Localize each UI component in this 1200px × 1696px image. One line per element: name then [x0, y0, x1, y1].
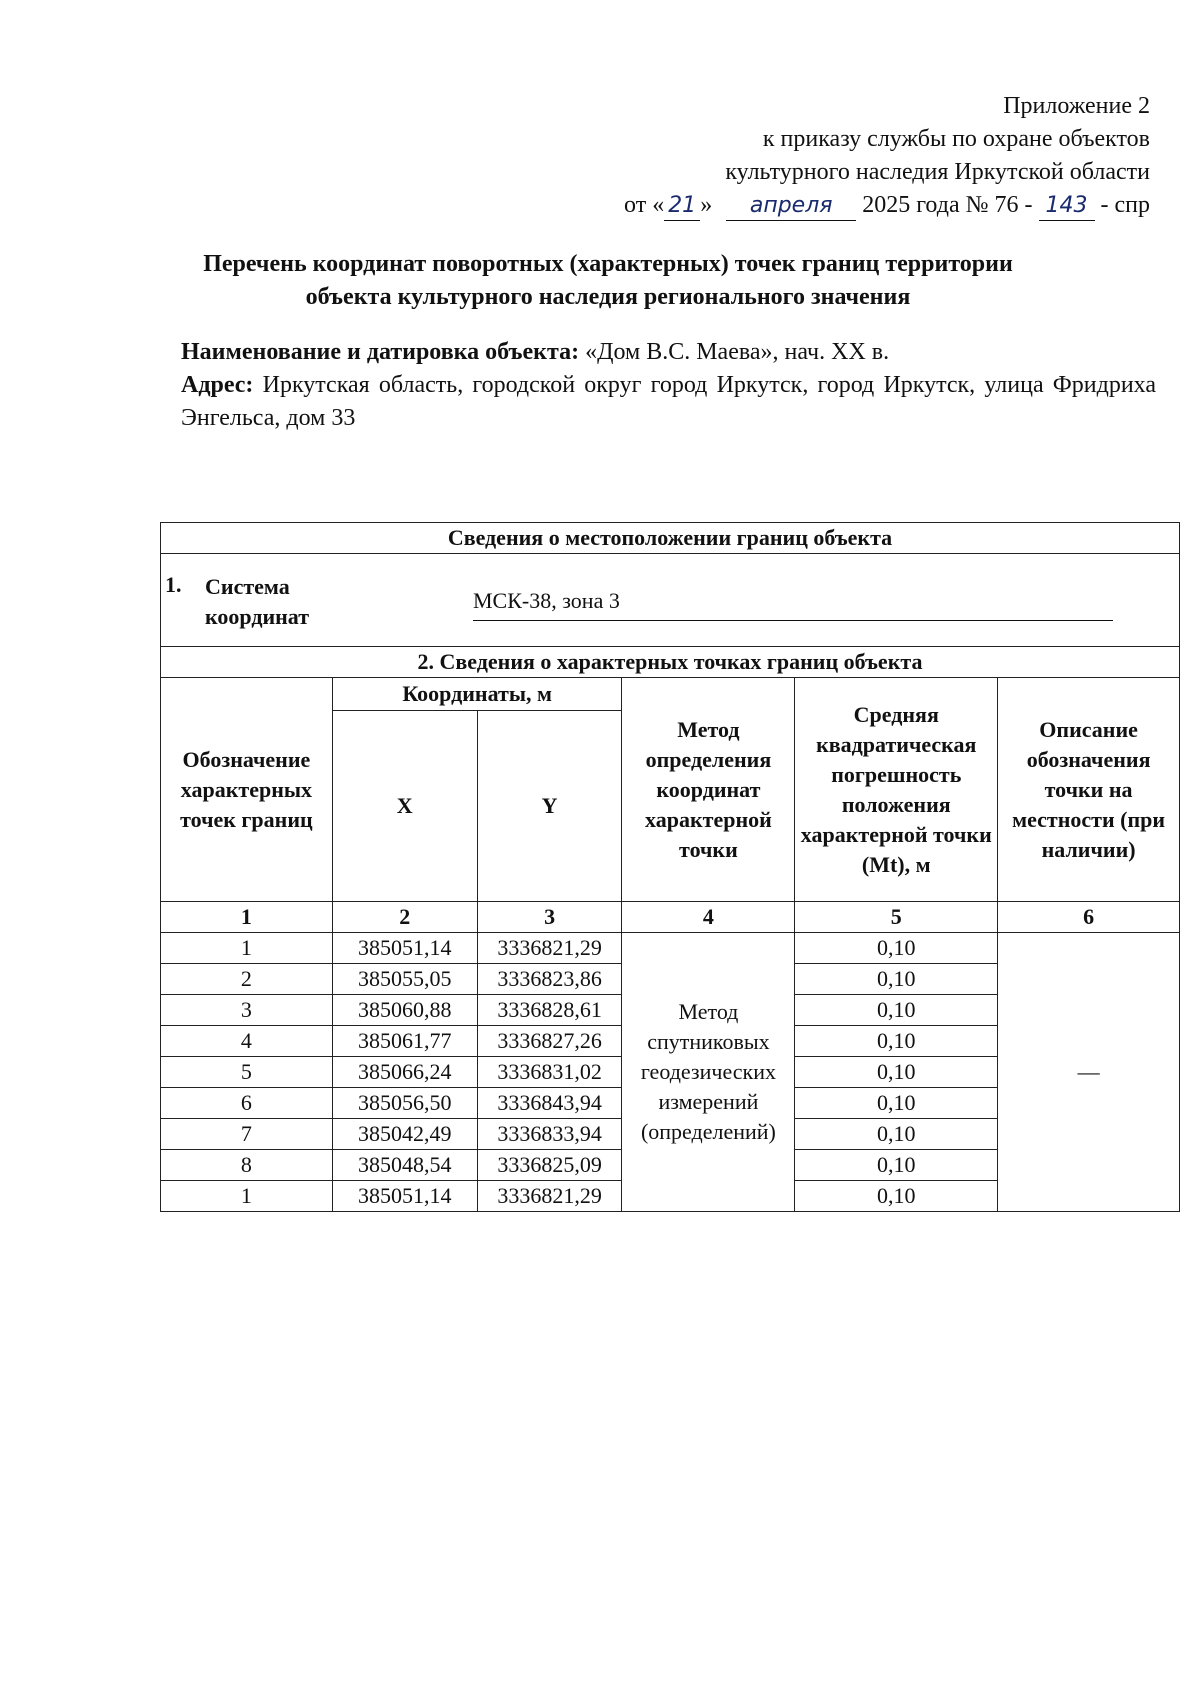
point-id: 5 [161, 1057, 333, 1088]
col-number: 6 [998, 902, 1180, 933]
col-number: 2 [332, 902, 477, 933]
point-mt: 0,10 [795, 1150, 998, 1181]
col-coords-header: Координаты, м [332, 678, 622, 711]
point-mt: 0,10 [795, 933, 998, 964]
date-quote-close: » [700, 192, 713, 218]
point-y: 3336823,86 [477, 964, 622, 995]
point-x: 385048,54 [332, 1150, 477, 1181]
order-number-blank [1039, 191, 1095, 221]
col-y-header: Y [477, 711, 622, 902]
date-month: апреля [749, 193, 833, 218]
date-year-text: 2025 года № 76 - [862, 192, 1033, 218]
col-number: 1 [161, 902, 333, 933]
point-id: 3 [161, 995, 333, 1026]
point-x: 385060,88 [332, 995, 477, 1026]
point-id: 1 [161, 933, 333, 964]
system-value: МСК-38, зона 3 [473, 588, 1113, 621]
system-value-wrap [473, 568, 1113, 621]
point-x: 385061,77 [332, 1026, 477, 1057]
boundary-table [160, 522, 1180, 1212]
date-month-blank [726, 191, 856, 221]
system-number: 1. [165, 572, 182, 597]
system-label-line-2: координат [205, 604, 310, 629]
col-number: 3 [477, 902, 622, 933]
system-label [205, 568, 473, 632]
point-y: 3336843,94 [477, 1088, 622, 1119]
order-suffix: - спр [1100, 192, 1150, 218]
system-label-line-1: Система [205, 574, 290, 599]
point-id: 1 [161, 1181, 333, 1212]
col-error-header: Средняя квадратическая погрешность положения характерной точки (Mt), м [795, 678, 998, 902]
col-number: 4 [622, 902, 795, 933]
date-day: 21 [668, 193, 697, 218]
object-address-label: Адрес: [181, 372, 254, 398]
point-y: 3336831,02 [477, 1057, 622, 1088]
point-x: 385066,24 [332, 1057, 477, 1088]
date-prefix: от « [624, 192, 665, 218]
points-header: 2. Сведения о характерных точках границ объекта [161, 647, 1180, 678]
annex-line-3: культурного наследия Иркутской области [725, 159, 1150, 185]
point-mt: 0,10 [795, 995, 998, 1026]
point-x: 385051,14 [332, 1181, 477, 1212]
point-y: 3336828,61 [477, 995, 622, 1026]
col-method-header: Метод определения координат характерной точки [622, 678, 795, 902]
point-mt: 0,10 [795, 1119, 998, 1150]
point-mt: 0,10 [795, 1181, 998, 1212]
point-id: 2 [161, 964, 333, 995]
point-y: 3336827,26 [477, 1026, 622, 1057]
col-x-header: X [332, 711, 477, 902]
coordinate-system-row [161, 554, 1180, 647]
annex-block [624, 90, 1150, 222]
point-y: 3336821,29 [477, 1181, 622, 1212]
point-y: 3336833,94 [477, 1119, 622, 1150]
col-number: 5 [795, 902, 998, 933]
object-address-value: Иркутская область, городской округ город Иркутск, город Иркутск, улица Фридриха Энгельса, дом 33 [181, 372, 1156, 431]
document-title [60, 248, 1156, 314]
point-x: 385056,50 [332, 1088, 477, 1119]
point-y: 3336821,29 [477, 933, 622, 964]
col-description-header: Описание обозначения точки на местности (при наличии) [998, 678, 1180, 902]
point-id: 4 [161, 1026, 333, 1057]
point-id: 7 [161, 1119, 333, 1150]
point-y: 3336825,09 [477, 1150, 622, 1181]
object-name-value: «Дом В.С. Маева», нач. XX в. [585, 339, 890, 365]
annex-line-1: Приложение 2 [1003, 93, 1150, 119]
point-mt: 0,10 [795, 1026, 998, 1057]
point-x: 385055,05 [332, 964, 477, 995]
section-header: Сведения о местоположении границ объекта [161, 523, 1180, 554]
point-mt: 0,10 [795, 1057, 998, 1088]
point-mt: 0,10 [795, 1088, 998, 1119]
object-name-line [181, 336, 1156, 369]
object-address-line [181, 369, 1156, 435]
table-row [161, 933, 1180, 964]
point-id: 8 [161, 1150, 333, 1181]
description-cell: — [998, 933, 1180, 1212]
title-line-2: объекта культурного наследия регионального значения [305, 284, 911, 310]
object-name-label: Наименование и датировка объекта: [181, 339, 580, 365]
order-number: 143 [1045, 193, 1088, 218]
point-mt: 0,10 [795, 964, 998, 995]
col-designation-header: Обозначение характерных точек границ [161, 678, 333, 902]
annex-date-line [624, 189, 1150, 222]
object-meta [181, 336, 1156, 435]
annex-line-2: к приказу службы по охране объектов [762, 126, 1150, 152]
date-day-blank [664, 191, 700, 221]
point-x: 385051,14 [332, 933, 477, 964]
title-line-1: Перечень координат поворотных (характерных) точек границ территории [203, 251, 1013, 277]
point-x: 385042,49 [332, 1119, 477, 1150]
method-cell: Метод спутниковых геодезических измерений (определений) [622, 933, 795, 1212]
point-id: 6 [161, 1088, 333, 1119]
